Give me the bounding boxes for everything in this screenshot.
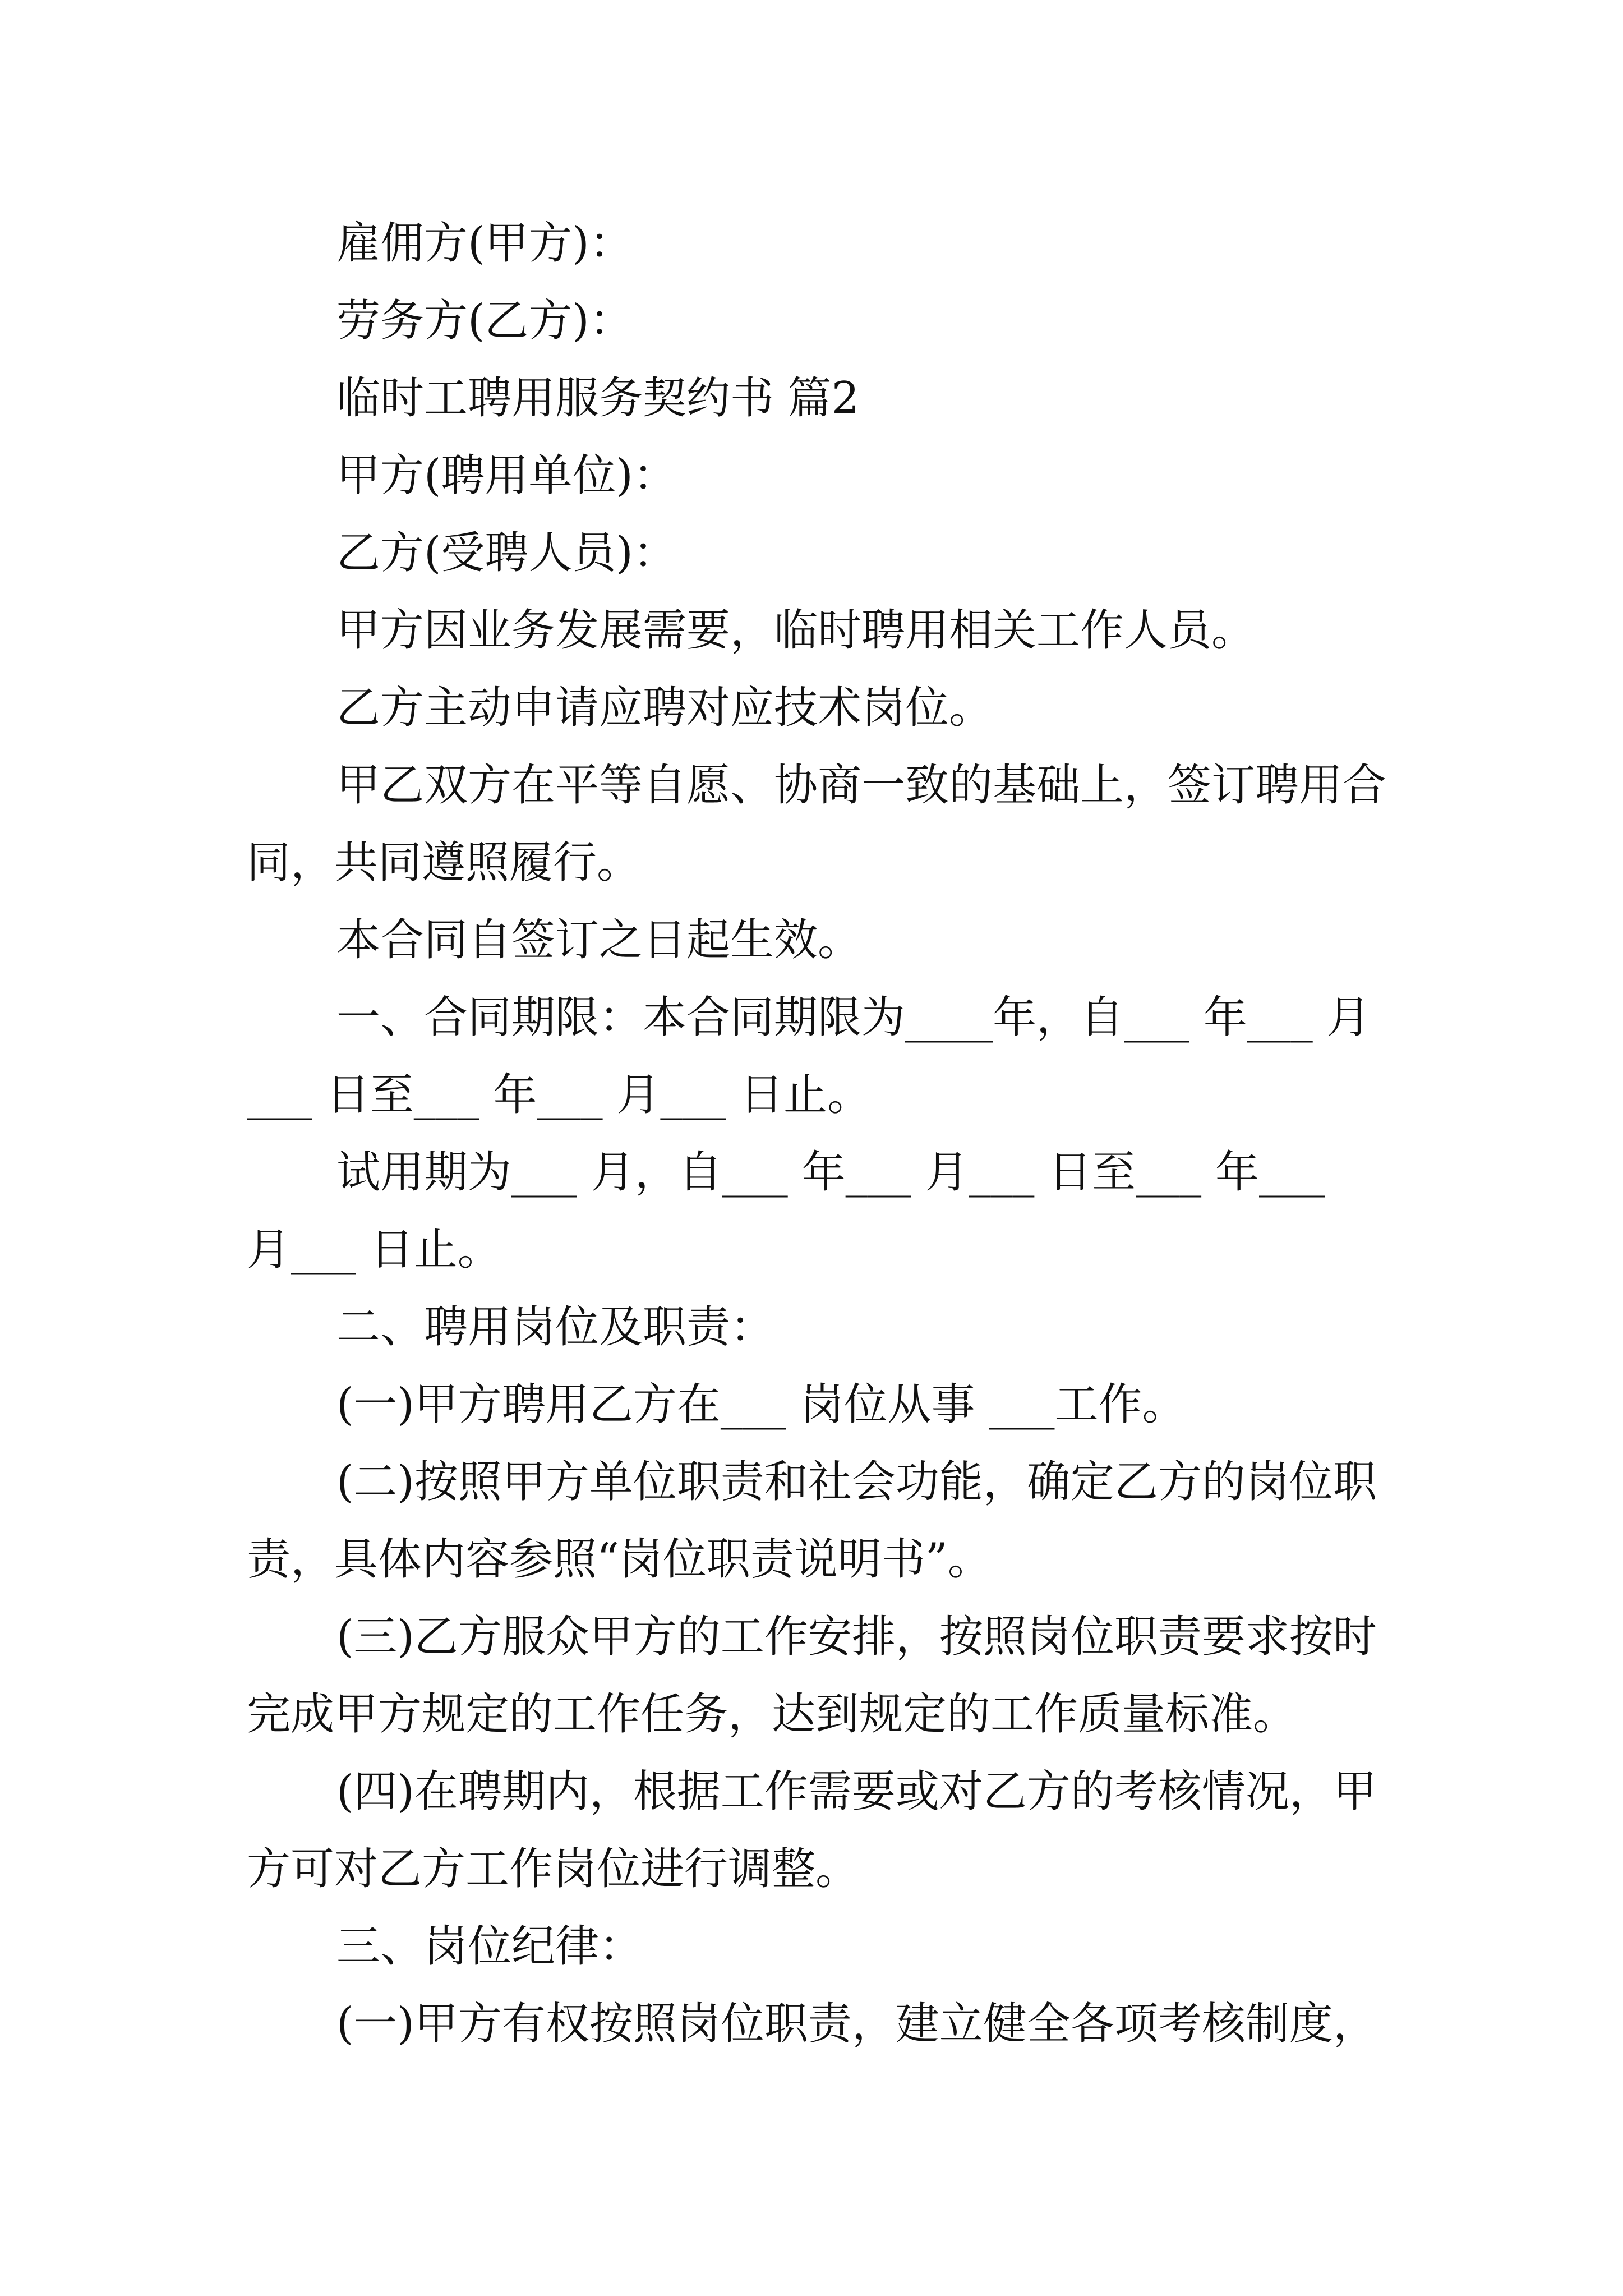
text-line: 责，具体内容参照“岗位职责说明书”。: [247, 1534, 992, 1585]
text-line: 本合同自签订之日起生效。: [336, 915, 862, 965]
text-line: 甲乙双方在平等自愿、协商一致的基础上，签订聘用合: [336, 760, 1387, 811]
text-line: ___ 日至___ 年___ 月___ 日止。: [247, 1070, 872, 1120]
text-line: (四)在聘期内，根据工作需要或对乙方的考核情况，甲: [336, 1766, 1377, 1817]
document-body: [247, 205, 1387, 2063]
text-line: 同，共同遵照履行。: [247, 838, 641, 888]
text-line: (一)甲方有权按照岗位职责，建立健全各项考核制度，: [336, 1999, 1377, 2049]
text-line: 乙方主动申请应聘对应技术岗位。: [336, 683, 993, 733]
text-line: (二)按照甲方单位职责和社会功能，确定乙方的岗位职: [336, 1457, 1377, 1507]
text-line: (三)乙方服众甲方的工作安排，按照岗位职责要求按时: [336, 1612, 1377, 1662]
text-line: 方可对乙方工作岗位进行调整。: [247, 1844, 860, 1894]
text-line: 一、合同期限：本合同期限为____年，自___ 年___ 月: [336, 992, 1371, 1043]
text-line: (一)甲方聘用乙方在___ 岗位从事 ___工作。: [336, 1379, 1186, 1430]
text-line: 完成甲方规定的工作任务，达到规定的工作质量标准。: [247, 1689, 1297, 1740]
text-line: 三、岗位纪律：: [336, 1921, 643, 1972]
section-title: 临时工聘用服务契约书 篇2: [336, 373, 860, 424]
text-line: 甲方因业务发展需要，临时聘用相关工作人员。: [336, 605, 1256, 656]
text-line: 劳务方(乙方)：: [336, 296, 633, 346]
text-line: 试用期为___ 月，自___ 年___ 月___ 日至___ 年___: [336, 1147, 1325, 1198]
text-line: 甲方(聘用单位)：: [336, 450, 677, 501]
text-line: 二、聘用岗位及职责：: [336, 1302, 774, 1352]
text-line: 月___ 日止。: [247, 1225, 501, 1275]
text-line: 雇佣方(甲方)：: [336, 218, 633, 269]
text-line: 乙方(受聘人员)：: [336, 528, 677, 578]
